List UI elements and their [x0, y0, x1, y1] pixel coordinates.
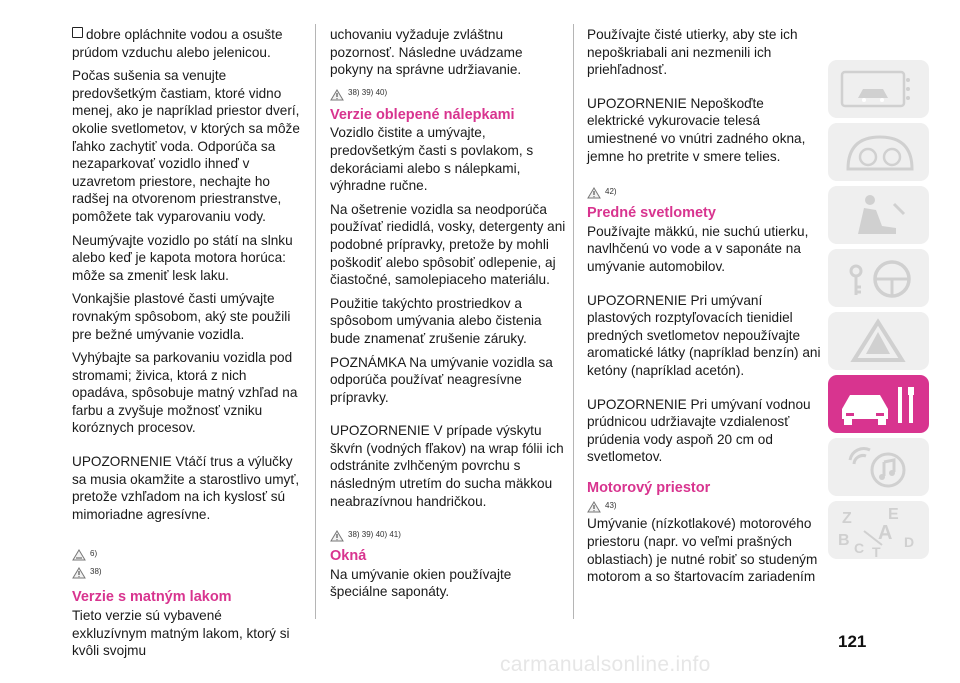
- paragraph: dobre opláchnite vodou a osušte prúdom vzduchu alebo jelenicou.: [72, 27, 283, 60]
- reference-mark: 38): [72, 563, 300, 579]
- chapter-index-sidebar: [828, 60, 929, 564]
- reference-mark: 38) 39) 40) 41): [330, 526, 568, 542]
- index-letter: D: [904, 534, 915, 550]
- key-steering-icon: [828, 249, 929, 307]
- index-letter: A: [878, 522, 893, 544]
- index-letter: T: [872, 544, 881, 559]
- seat-safety-icon: [828, 186, 929, 244]
- warning-triangle-icon: [330, 530, 344, 542]
- text-column-1: [72, 26, 300, 666]
- section-heading: Predné svetlomety: [587, 205, 716, 222]
- instrument-cluster-icon: [828, 123, 929, 181]
- warning-triangle-icon: [330, 89, 344, 101]
- paragraph: uchovaniu vyžaduje zvláštnu pozornosť. Následne uvádzame pokyny na správne udržiavanie.: [330, 27, 523, 78]
- warning-triangle-icon: [72, 567, 86, 579]
- dashboard-car-icon: [828, 60, 929, 118]
- reference-mark: 42): [587, 183, 822, 199]
- column-divider: [315, 24, 316, 619]
- chapter-tile-index[interactable]: [828, 501, 929, 559]
- car-maintenance-icon: [828, 375, 929, 433]
- chapter-tile-maintenance[interactable]: [828, 375, 929, 433]
- warning-paragraph: UPOZORNENIE Pri umývaní plastových rozptyľovacích tienidiel predných svetlometov nepoužívajte aromatické látky (napríklad benzín) ani ketóny (napríklad acetón).: [587, 292, 821, 378]
- chapter-tile-instruments[interactable]: [828, 123, 929, 181]
- section-heading: Verzie s matným lakom: [72, 589, 232, 606]
- index-letter: B: [838, 532, 850, 549]
- paragraph: Používajte čisté utierky, aby ste ich nepoškriabali ani nezmenili ich priehľadnosť.: [587, 27, 798, 78]
- section-heading: Verzie oblepené nálepkami: [330, 106, 515, 123]
- paragraph: Na umývanie okien používajte špeciálne saponáty.: [330, 566, 512, 600]
- chapter-tile-starting[interactable]: [828, 249, 929, 307]
- paragraph: Tieto verzie sú vybavené exkluzívnym matným lakom, ktorý si kvôli svojmu: [72, 608, 290, 659]
- warning-paragraph: UPOZORNENIE Nepoškoďte elektrické vykurovacie telesá umiestnené vo vnútri zadného okna, jemne ho pretrite v smere telies.: [587, 95, 806, 164]
- page-number: 121: [838, 632, 867, 651]
- index-letter: E: [888, 506, 899, 523]
- warning-triangle-icon: [828, 312, 929, 370]
- text-column-3: [587, 26, 822, 592]
- paragraph: Umývanie (nízkotlakové) motorového priestoru (napr. vo veľmi prašných oblastiach) je nutné robiť so studeným motorom a so štartovacím zariadením: [587, 516, 818, 585]
- chapter-tile-dashboard[interactable]: [828, 60, 929, 118]
- text-column-2: [330, 26, 568, 607]
- warning-paragraph: UPOZORNENIE V prípade výskytu škvŕn (vodných fľakov) na wrap fólii ich odstránite zvlhčeným povrchu s následným utretím do sucha mäkkou neabrazívnou handričkou.: [330, 423, 564, 509]
- paragraph: Vonkajšie plastové časti umývajte rovnakým spôsobom, aký ste použili pre bežné umývanie vozidla.: [72, 291, 291, 342]
- chapter-tile-emergency[interactable]: [828, 312, 929, 370]
- warning-triangle-icon: [587, 187, 601, 199]
- watermark: carmanualsonline.info: [500, 653, 711, 676]
- reference-mark: 6): [72, 545, 300, 561]
- index-letter: C: [854, 540, 865, 556]
- paragraph: Vyhýbajte sa parkovaniu vozidla pod stromami; živica, ktorá z nich opadáva, spôsobuje matný vzhľad na farbu a zvyšuje možnosť vzniku koróznych procesov.: [72, 350, 298, 436]
- paragraph: Použitie takýchto prostriedkov a spôsobom umývania alebo čistenia bude znamenať zrušenie záruky.: [330, 295, 542, 346]
- chapter-tile-safety[interactable]: [828, 186, 929, 244]
- paragraph: Na ošetrenie vozidla sa neodporúča používať riedidlá, vosky, detergenty ani podobné prípravky, pretože by mohli poškodiť alebo spôsobiť odlepenie, aj čiastočné, samolepiaceho materiálu.: [330, 201, 566, 288]
- warning-paragraph: UPOZORNENIE Vtáčí trus a výlučky sa musia okamžite a starostlivo umyť, pretože vzhľadom na ich kyslosť sú mimoriadne agresívne.: [72, 454, 300, 522]
- warning-triangle-icon: [587, 501, 601, 513]
- note-triangle-icon: [72, 549, 86, 561]
- reference-mark: 43): [587, 497, 822, 513]
- paragraph: Používajte mäkkú, nie suchú utierku, navlhčenú vo vode a v saponáte na umývanie automobilov.: [587, 223, 809, 274]
- continuation-icon: [72, 27, 83, 38]
- paragraph: Vozidlo čistite a umývajte, predovšetkým časti s povlakom, s dekoráciami alebo s nálepkami, výhradne ručne.: [330, 125, 534, 194]
- index-letters-icon: [828, 501, 929, 559]
- section-heading: Motorový priestor: [587, 479, 711, 496]
- reference-mark: 38) 39) 40): [330, 85, 568, 101]
- section-heading: Okná: [330, 548, 367, 565]
- note-paragraph: POZNÁMKA Na umývanie vozidla sa odporúča používať neagresívne prípravky.: [330, 354, 553, 405]
- paragraph: Neumývajte vozidlo po státí na slnku alebo keď je kapota motora horúca: môže sa zmeniť lesk laku.: [72, 232, 293, 283]
- warning-paragraph: UPOZORNENIE Pri umývaní vodnou prúdnicou udržiavajte vzdialenosť prúdenia vody aspoň 20 cm od svetlometov.: [587, 396, 811, 465]
- column-divider: [573, 24, 574, 619]
- paragraph: Počas sušenia sa venujte predovšetkým častiam, ktoré vidno menej, ako je napríklad priestor dverí, okolie svetlometov, v ktorých sa môže ľahko zachytiť voda. Odporúča sa nezaparkovať vozidlo ihneď v uzavretom priestore, nechajte ho radšej na otvorenom priestranstve, pomôžete tak vyparovaniu vody.: [72, 68, 300, 224]
- media-navigation-icon: [828, 438, 929, 496]
- index-letter: Z: [842, 510, 852, 527]
- chapter-tile-multimedia[interactable]: [828, 438, 929, 496]
